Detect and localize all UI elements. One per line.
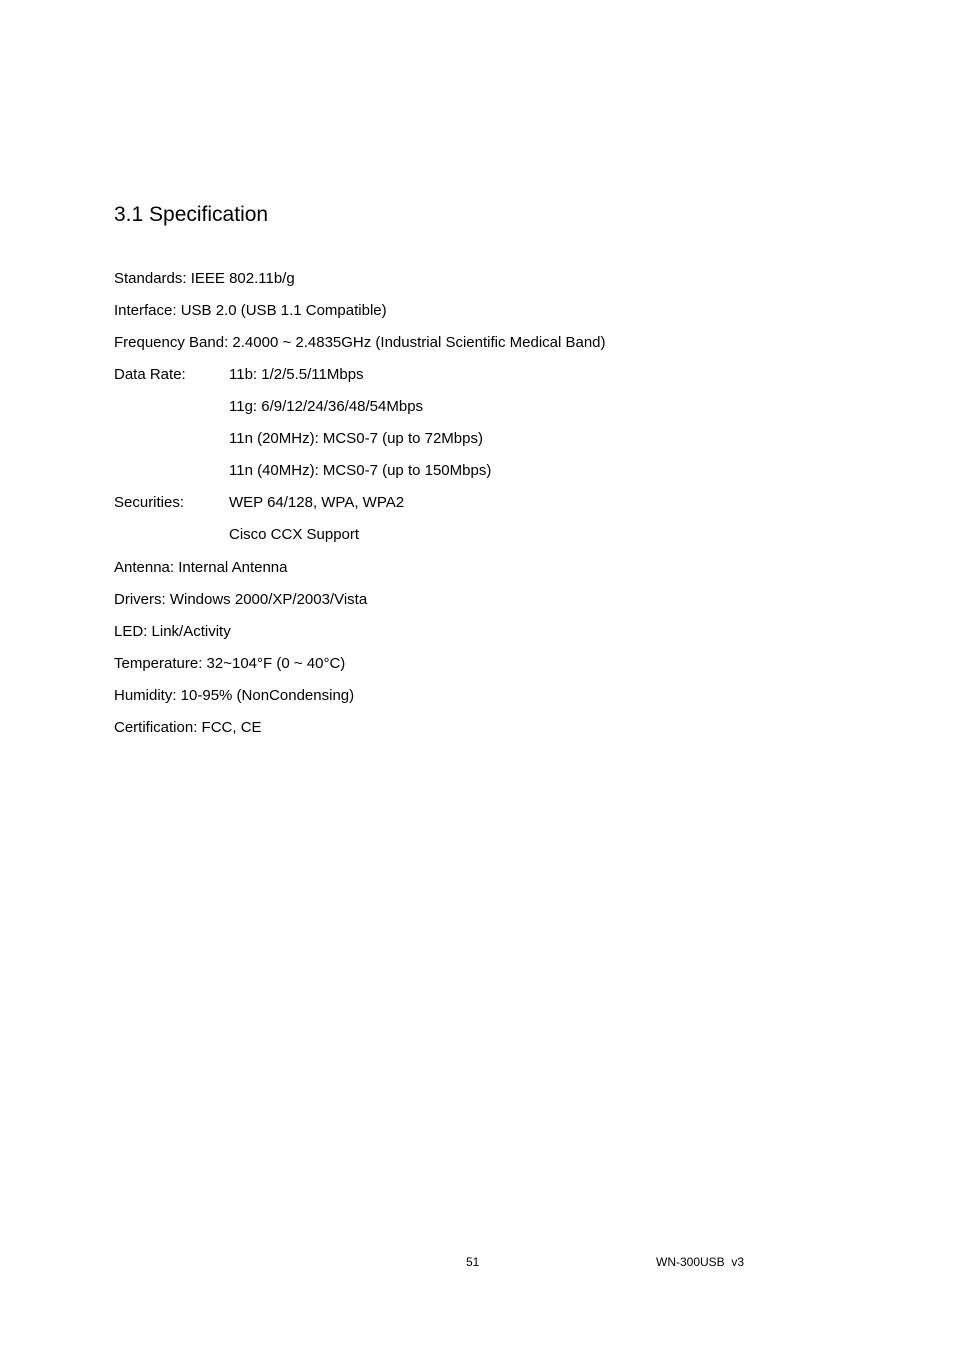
spec-humidity: Humidity: 10-95% (NonCondensing) (114, 687, 355, 704)
data-rate-label: Data Rate: (114, 366, 186, 383)
page-number: 51 (466, 1255, 480, 1269)
securities-label: Securities: (114, 494, 185, 511)
data-rate-value: 11n (20MHz): MCS0-7 (up to 72Mbps) (229, 430, 483, 447)
spec-frequency: Frequency Band: 2.4000 ~ 2.4835GHz (Industrial Scientific Medical Band) (114, 334, 606, 351)
spec-data-rate-cont (114, 460, 606, 492)
spec-securities (114, 492, 606, 524)
spec-data-rate-cont (114, 396, 606, 428)
spec-antenna: Antenna: Internal Antenna (114, 559, 288, 576)
securities-value: Cisco CCX Support (229, 526, 360, 543)
spec-led: LED: Link/Activity (114, 623, 231, 640)
spec-interface: Interface: USB 2.0 (USB 1.1 Compatible) (114, 302, 387, 319)
spec-drivers: Drivers: Windows 2000/XP/2003/Vista (114, 591, 368, 608)
data-rate-value: 11g: 6/9/12/24/36/48/54Mbps (229, 398, 424, 415)
securities-value: WEP 64/128, WPA, WPA2 (229, 494, 405, 511)
data-rate-value: 11n (40MHz): MCS0-7 (up to 150Mbps) (229, 462, 492, 479)
spec-data-rate-cont (114, 428, 606, 460)
data-rate-value: 11b: 1/2/5.5/11Mbps (229, 366, 364, 383)
spec-data-rate (114, 364, 606, 396)
footer-model: WN-300USB v3 (656, 1255, 745, 1269)
spec-temperature: Temperature: 32~104°F (0 ~ 40°C) (114, 655, 346, 672)
spec-standards: Standards: IEEE 802.11b/g (114, 270, 295, 287)
spec-securities-cont (114, 524, 606, 557)
section-title: 3.1 Specification (114, 203, 269, 226)
spec-list (114, 268, 606, 749)
spec-certification: Certification: FCC, CE (114, 719, 262, 736)
